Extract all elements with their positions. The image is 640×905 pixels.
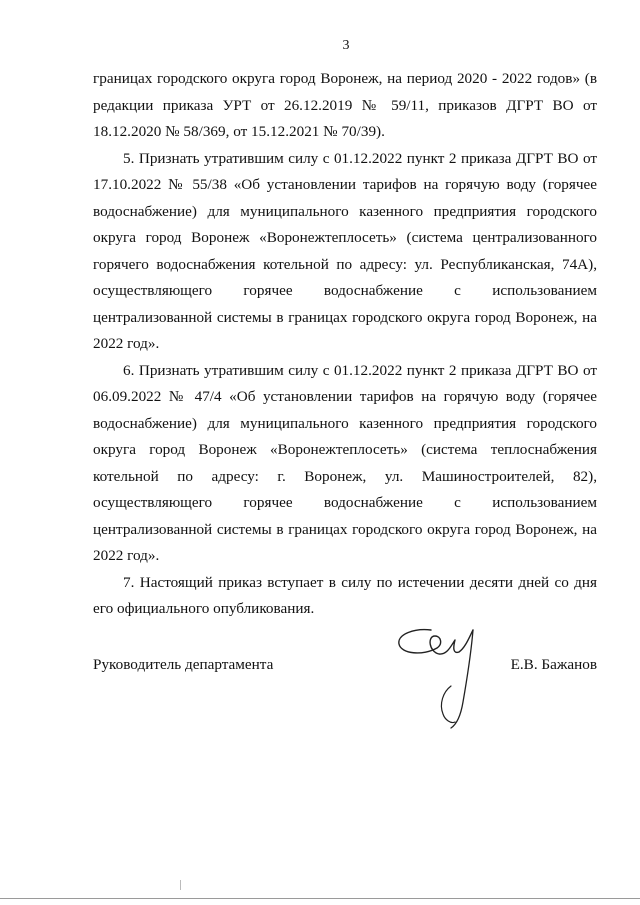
paragraph-item-6: 6. Признать утратившим силу с 01.12.2022 пункт 2 приказа ДГРТ ВО от 06.09.2022 № 47/4 «Об установлении тарифов на горячую воду (горячее водоснабжение) для муниципального казенного предприятия городского округа город Воронеж «Воронежтеплосеть» (система теплоснабжения котельной по адресу: г. Воронеж, ул. Машиностроителей, 82), осуществляющего горячее водоснабжение с использованием централизованной системы в границах городского округа город Воронеж, на 2022 год». bbox=[93, 361, 597, 564]
document-body bbox=[93, 66, 597, 623]
paragraph-item-7: 7. Настоящий приказ вступает в силу по истечении десяти дней со дня его официального опубликования. bbox=[93, 573, 597, 617]
scan-artifact bbox=[180, 880, 181, 890]
page-number: 3 bbox=[342, 38, 350, 53]
signatory-position: Руководитель департамента bbox=[93, 656, 274, 673]
handwritten-signature bbox=[393, 624, 493, 734]
page-edge-line bbox=[0, 898, 640, 899]
signatory-name: Е.В. Бажанов bbox=[510, 656, 597, 673]
paragraph-item-5: 5. Признать утратившим силу с 01.12.2022 пункт 2 приказа ДГРТ ВО от 17.10.2022 № 55/38 «Об установлении тарифов на горячую воду (горячее водоснабжение) для муниципального казенного предприятия городского округа город Воронеж «Воронежтеплосеть» (система централизованного горячего водоснабжения котельной по адресу: ул. Республиканская, 74А), осуществляющего горячее водоснабжение с использованием централизованной системы в границах городского округа город Воронеж, на 2022 год». bbox=[93, 149, 597, 352]
signature-block bbox=[93, 656, 597, 746]
paragraph-continuation: границах городского округа город Воронеж, на период 2020 - 2022 годов» (в редакции приказа УРТ от 26.12.2019 № 59/11, приказов ДГРТ ВО от 18.12.2020 № 58/369, от 15.12.2021 № 70/39). bbox=[93, 70, 597, 140]
